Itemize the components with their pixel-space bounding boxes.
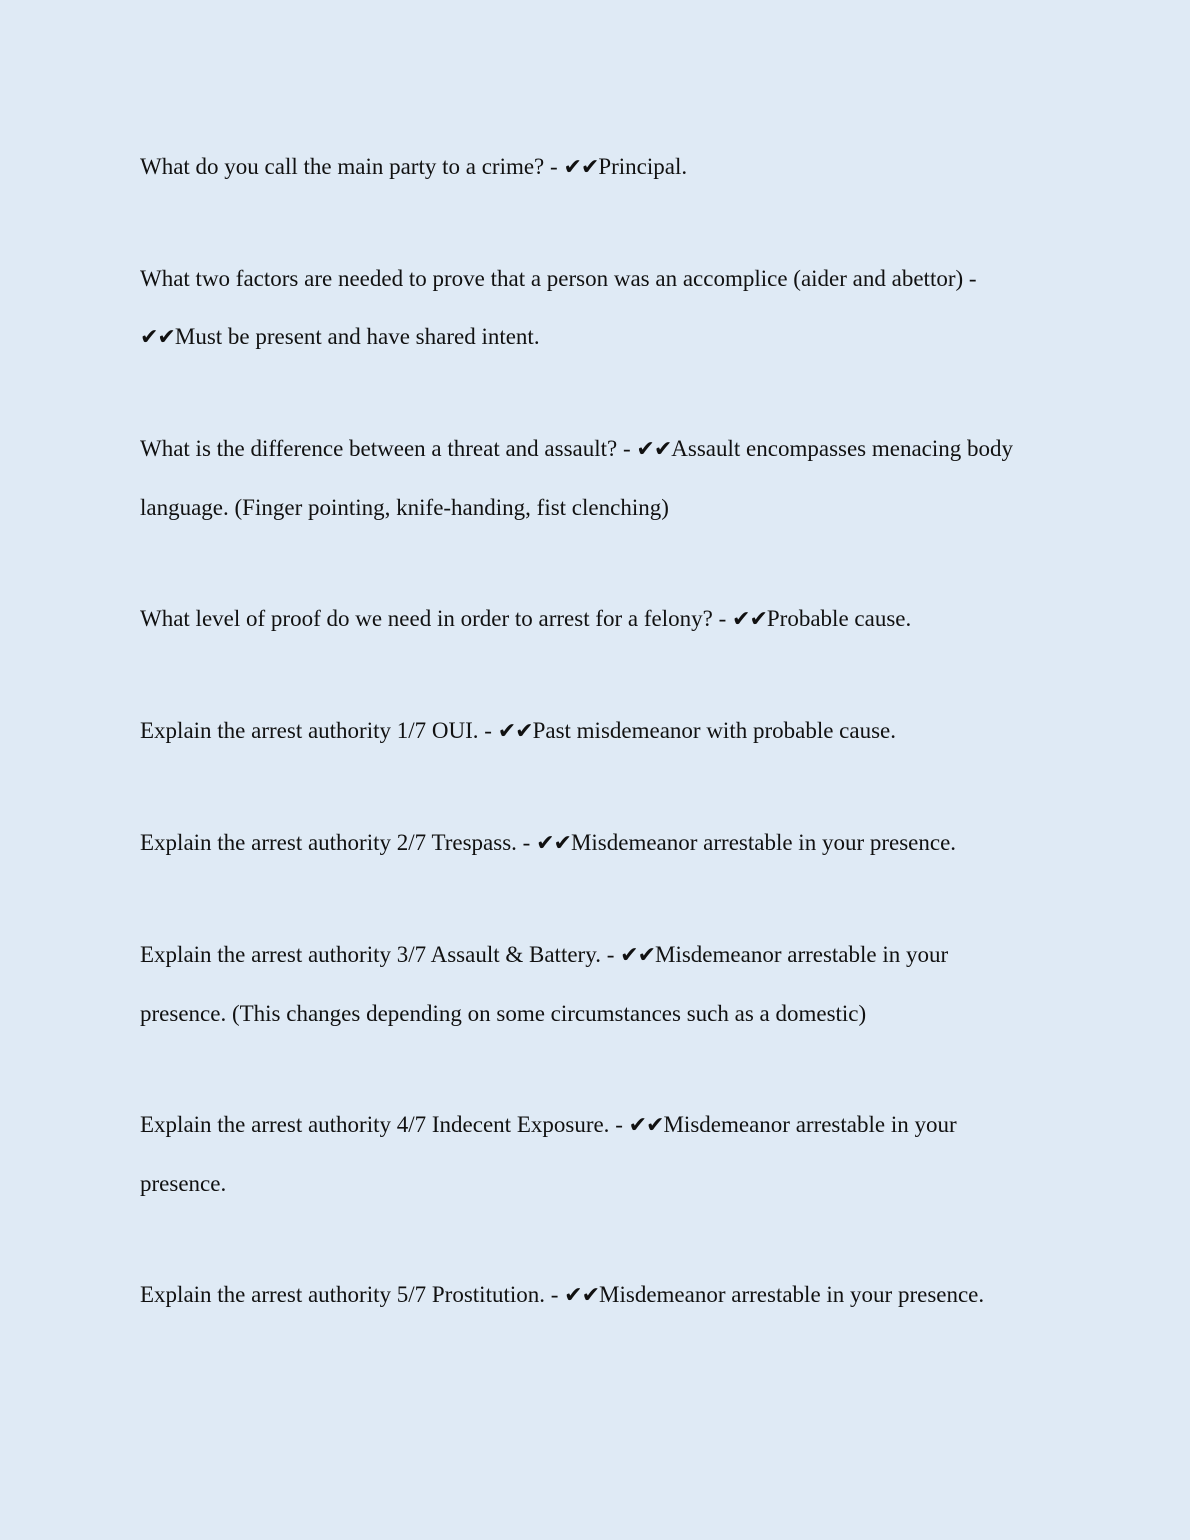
separator: -: [712, 606, 733, 631]
question-text: Explain the arrest authority 3/7 Assault & Battery.: [140, 942, 601, 967]
double-check-icon: ✔✔: [536, 831, 571, 856]
separator: -: [478, 718, 498, 743]
answer-text: Assault encompasses menacing body language. (Finger pointing, knife-handing, fist clenching): [140, 436, 1014, 520]
separator: -: [609, 1112, 629, 1137]
answer-text: Misdemeanor arrestable in your presence.: [599, 1282, 985, 1307]
qa-item-3: [140, 420, 1040, 537]
separator: -: [545, 1282, 565, 1307]
qa-item-2: [140, 250, 1040, 367]
question-text: Explain the arrest authority 4/7 Indecent Exposure.: [140, 1112, 610, 1137]
question-text: What is the difference between a threat and assault?: [140, 436, 618, 461]
separator: -: [963, 266, 977, 291]
question-text: What two factors are needed to prove that a person was an accomplice (aider and abettor): [140, 266, 964, 291]
document-page: [140, 138, 1040, 1325]
double-check-icon: ✔✔: [497, 719, 533, 744]
qa-item-1: [140, 138, 1040, 197]
answer-text: Misdemeanor arrestable in your presence. (This changes depending on some circumstances such as a domestic): [140, 942, 949, 1026]
qa-item-8: [140, 1096, 1040, 1213]
answer-text: Misdemeanor arrestable in your presence.: [570, 830, 957, 855]
qa-item-5: [140, 702, 1040, 761]
question-text: Explain the arrest authority 2/7 Trespass.: [140, 830, 517, 855]
double-check-icon: ✔✔: [732, 607, 767, 632]
question-text: Explain the arrest authority 1/7 OUI.: [140, 718, 479, 743]
qa-item-4: [140, 590, 1040, 649]
separator: -: [617, 436, 637, 461]
question-text: Explain the arrest authority 5/7 Prostitution.: [140, 1282, 545, 1307]
answer-text: Must be present and have shared intent.: [174, 324, 540, 349]
separator: -: [544, 154, 564, 179]
qa-item-7: [140, 926, 1040, 1043]
qa-item-6: [140, 814, 1040, 873]
answer-text: Past misdemeanor with probable cause.: [532, 718, 897, 743]
separator: -: [516, 830, 537, 855]
question-text: What do you call the main party to a crime?: [140, 154, 545, 179]
answer-text: Misdemeanor arrestable in your presence.: [140, 1112, 957, 1196]
double-check-icon: ✔✔: [636, 437, 672, 462]
double-check-icon: ✔✔: [140, 325, 175, 350]
answer-text: Probable cause.: [766, 606, 912, 631]
double-check-icon: ✔✔: [628, 1113, 664, 1138]
double-check-icon: ✔✔: [563, 155, 599, 180]
double-check-icon: ✔✔: [620, 943, 656, 968]
separator: -: [600, 942, 621, 967]
question-text: What level of proof do we need in order to arrest for a felony?: [140, 606, 713, 631]
qa-item-9: [140, 1266, 1040, 1325]
double-check-icon: ✔✔: [564, 1283, 600, 1308]
answer-text: Principal.: [598, 154, 688, 179]
